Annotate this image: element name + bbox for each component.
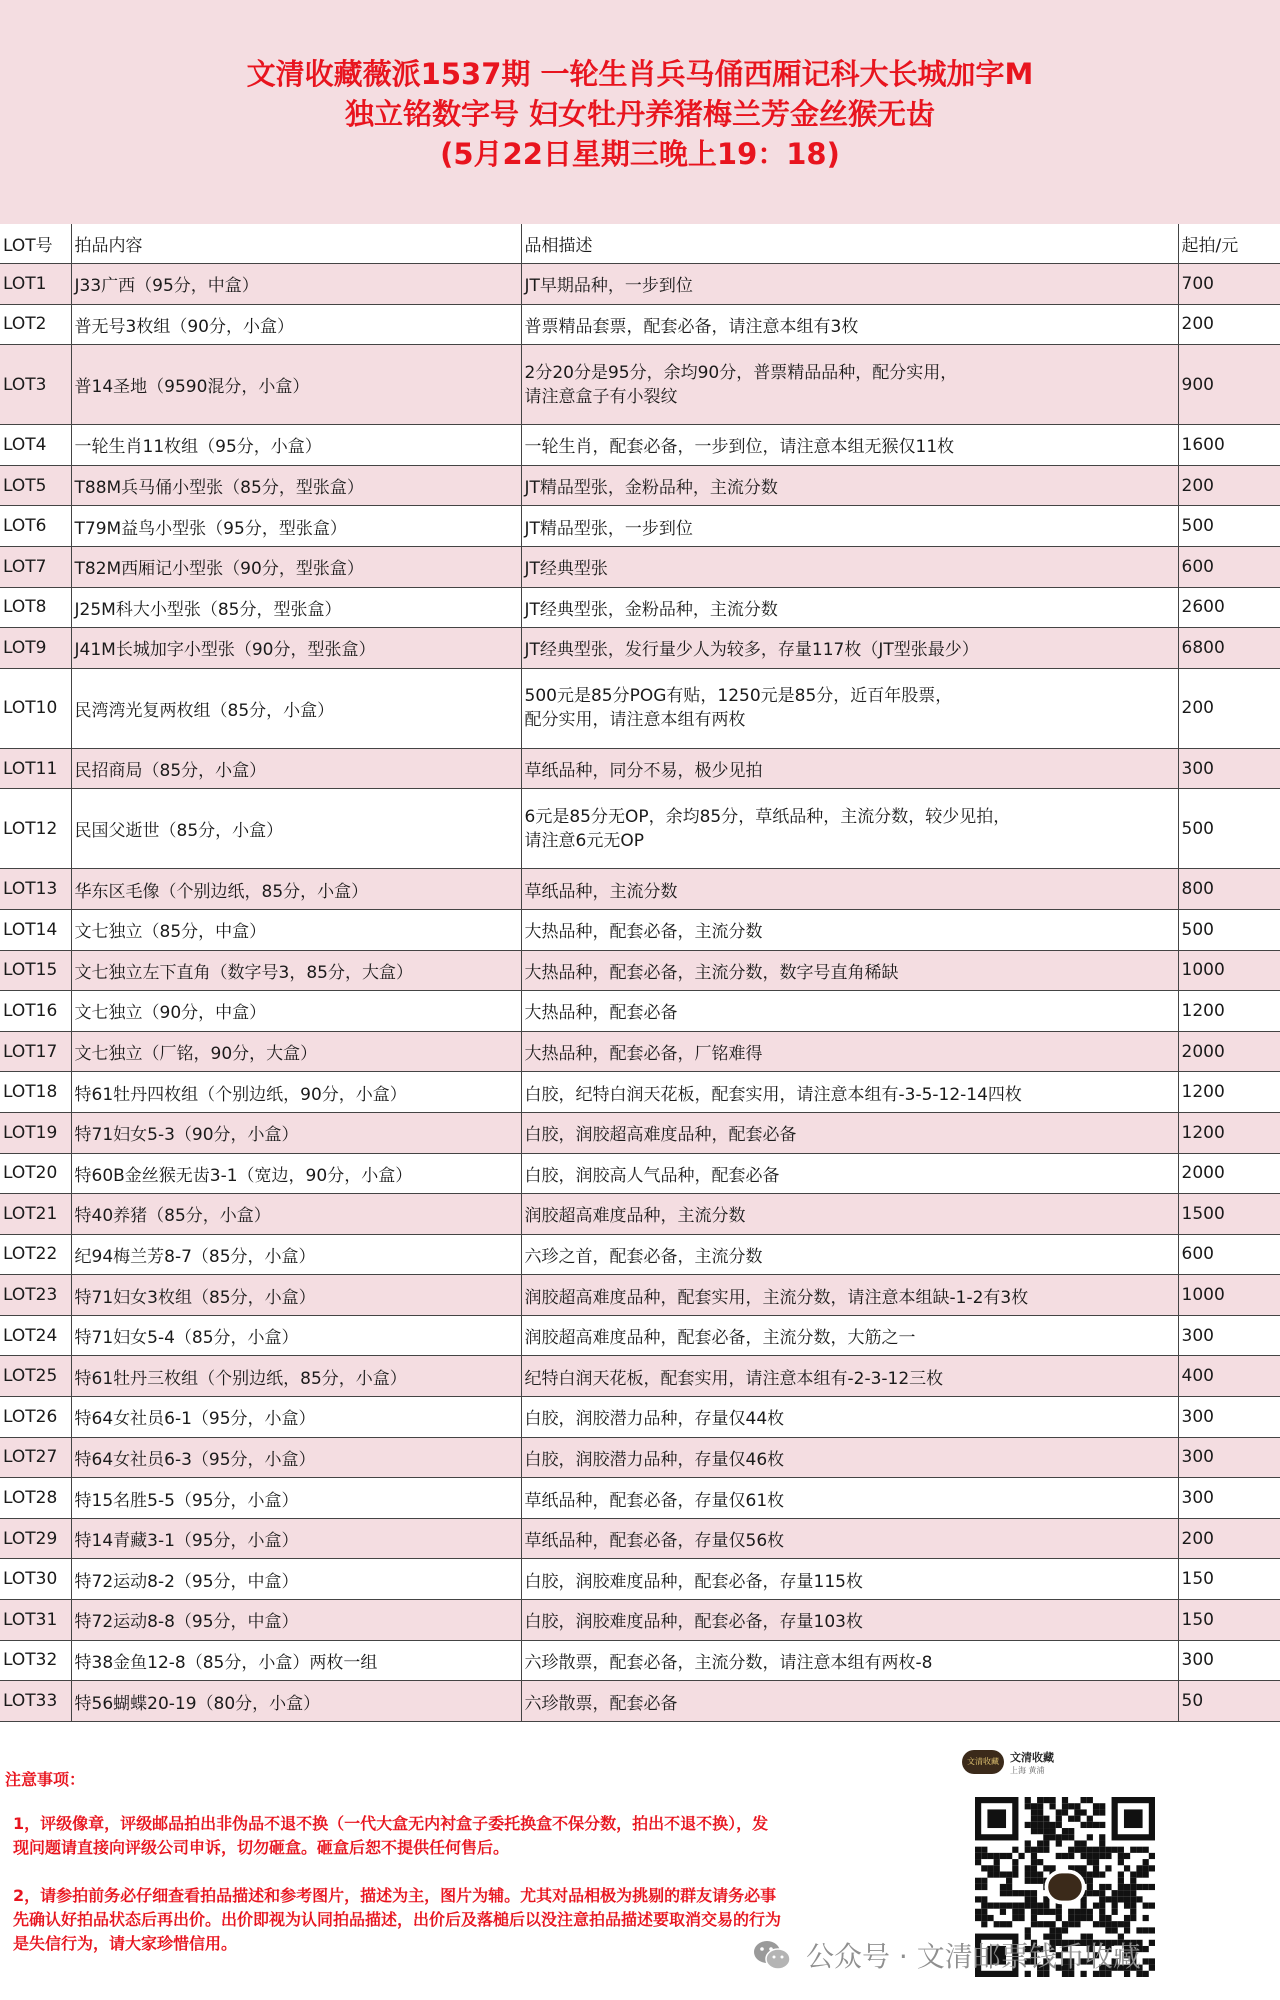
lot-condition	[521, 748, 1178, 789]
table-row	[0, 1112, 1280, 1153]
notes-heading: 注意事项：	[5, 1770, 86, 1789]
table-row	[0, 345, 1280, 425]
lot-item: 民湾湾光复两枚组（85分，小盒）	[71, 668, 521, 748]
lot-item: 特71妇女5-3（90分，小盒）	[71, 1112, 521, 1153]
table-row	[0, 1356, 1280, 1397]
lot-item: 特38金鱼12-8（85分，小盒）两枚一组	[71, 1640, 521, 1681]
lot-item: 文七独立左下直角（数字号3，85分，大盒）	[71, 950, 521, 991]
condition-line: 请注意6元无OP	[524, 830, 644, 851]
table-row	[0, 1600, 1280, 1641]
lot-item: 特56蝴蝶20-19（80分，小盒）	[71, 1681, 521, 1722]
condition-line: JT早期品种，一步到位	[524, 276, 693, 297]
table-row	[0, 1031, 1280, 1072]
table-row	[0, 465, 1280, 506]
condition-line: 500元是85分POG有贴，1250元是85分，近百年股票，	[524, 686, 953, 707]
lot-item: 特71妇女5-4（85分，小盒）	[71, 1315, 521, 1356]
lot-item: 特72运动8-8（95分，中盒）	[71, 1600, 521, 1641]
lot-condition	[521, 1153, 1178, 1194]
lot-start-price: 500	[1178, 506, 1280, 547]
lot-start-price: 600	[1178, 546, 1280, 587]
lot-condition	[521, 465, 1178, 506]
lot-condition	[521, 1356, 1178, 1397]
lot-number: LOT8	[0, 587, 71, 628]
condition-line: 草纸品种，配套必备，存量仅61枚	[524, 1490, 785, 1511]
lot-condition	[521, 1600, 1178, 1641]
lot-condition	[521, 991, 1178, 1032]
table-row	[0, 1478, 1280, 1519]
lot-item: 纪94梅兰芳8-7（85分，小盒）	[71, 1234, 521, 1275]
lot-start-price: 300	[1178, 1478, 1280, 1519]
table-row	[0, 1397, 1280, 1438]
lot-number: LOT12	[0, 789, 71, 869]
table-row	[0, 304, 1280, 345]
lot-condition	[521, 1072, 1178, 1113]
table-row	[0, 748, 1280, 789]
condition-line: 白胶，润胶高人气品种，配套必备	[524, 1165, 780, 1186]
lot-number: LOT11	[0, 748, 71, 789]
lot-number: LOT21	[0, 1194, 71, 1235]
condition-line: 白胶，润胶难度品种，配套必备，存量103枚	[524, 1612, 863, 1633]
condition-line: JT经典型张，发行量少人为较多，存量117枚（JT型张最少）	[524, 640, 979, 661]
lot-condition	[521, 668, 1178, 748]
lot-item: 特60B金丝猴无齿3-1（宽边，90分，小盒）	[71, 1153, 521, 1194]
lot-number: LOT13	[0, 869, 71, 910]
table-row	[0, 1681, 1280, 1722]
condition-line: JT经典型张	[524, 559, 608, 580]
lot-number: LOT25	[0, 1356, 71, 1397]
lot-number: LOT4	[0, 425, 71, 466]
lot-condition	[521, 1559, 1178, 1600]
lot-number: LOT18	[0, 1072, 71, 1113]
condition-line: 润胶超高难度品种，主流分数	[524, 1206, 746, 1227]
condition-line: JT经典型张，金粉品种，主流分数	[524, 599, 778, 620]
table-row	[0, 1072, 1280, 1113]
condition-line: 2分20分是95分，余均90分，普票精品品种，配分实用，	[524, 362, 958, 383]
lot-start-price: 6800	[1178, 628, 1280, 669]
lot-start-price: 200	[1178, 304, 1280, 345]
table-row	[0, 1559, 1280, 1600]
lot-condition	[521, 1681, 1178, 1722]
lot-condition	[521, 628, 1178, 669]
lot-start-price: 2600	[1178, 587, 1280, 628]
lot-item: 特61牡丹三枚组（个别边纸，85分，小盒）	[71, 1356, 521, 1397]
lot-start-price: 400	[1178, 1356, 1280, 1397]
lot-start-price: 900	[1178, 345, 1280, 425]
condition-line: 请注意盒子有小裂纹	[524, 386, 678, 407]
table-row	[0, 264, 1280, 305]
lot-start-price: 150	[1178, 1600, 1280, 1641]
lot-start-price: 500	[1178, 909, 1280, 950]
lot-condition	[521, 345, 1178, 425]
table-row	[0, 1194, 1280, 1235]
lot-condition	[521, 425, 1178, 466]
brand-name: 文清收藏	[1010, 1751, 1054, 1764]
table-row	[0, 668, 1280, 748]
column-header-lot: LOT号	[0, 224, 71, 264]
lot-number: LOT1	[0, 264, 71, 305]
condition-line: JT精品型张，一步到位	[524, 518, 693, 539]
lot-condition	[521, 909, 1178, 950]
lot-start-price: 300	[1178, 1315, 1280, 1356]
table-row	[0, 909, 1280, 950]
lot-item: 文七独立（厂铭，90分，大盒）	[71, 1031, 521, 1072]
lot-table	[0, 224, 1280, 1722]
lot-start-price: 1000	[1178, 1275, 1280, 1316]
condition-line: 大热品种，配套必备	[524, 1003, 678, 1024]
lot-table-body	[0, 264, 1280, 1722]
condition-line: 六珍散票，配套必备，主流分数，请注意本组有两枚-8	[524, 1652, 933, 1673]
condition-line: 白胶，润胶难度品种，配套必备，存量115枚	[524, 1571, 863, 1592]
lot-condition	[521, 1315, 1178, 1356]
lot-condition	[521, 789, 1178, 869]
table-row	[0, 587, 1280, 628]
lot-item: 特14青藏3-1（95分，小盒）	[71, 1518, 521, 1559]
lot-condition	[521, 1031, 1178, 1072]
table-row	[0, 1234, 1280, 1275]
table-header-row	[0, 224, 1280, 264]
condition-line: 白胶，润胶潜力品种，存量仅46枚	[524, 1449, 785, 1470]
lot-number: LOT7	[0, 546, 71, 587]
lot-condition	[521, 950, 1178, 991]
table-row	[0, 425, 1280, 466]
lot-number: LOT32	[0, 1640, 71, 1681]
auction-time: (5月22日星期三晚上19：18)	[440, 137, 840, 171]
condition-line: 普票精品套票，配套必备，请注意本组有3枚	[524, 316, 859, 337]
lot-number: LOT29	[0, 1518, 71, 1559]
lot-start-price: 200	[1178, 668, 1280, 748]
lot-number: LOT28	[0, 1478, 71, 1519]
lot-start-price: 1200	[1178, 991, 1280, 1032]
lot-start-price: 700	[1178, 264, 1280, 305]
lot-item: J33广西（95分，中盒）	[71, 264, 521, 305]
lot-condition	[521, 304, 1178, 345]
lot-number: LOT5	[0, 465, 71, 506]
table-row	[0, 789, 1280, 869]
lot-item: J41M长城加字小型张（90分，型张盒）	[71, 628, 521, 669]
table-row	[0, 1275, 1280, 1316]
lot-condition	[521, 1437, 1178, 1478]
table-row	[0, 1640, 1280, 1681]
lot-item: 特64女社员6-3（95分，小盒）	[71, 1437, 521, 1478]
lot-number: LOT24	[0, 1315, 71, 1356]
lot-item: 特64女社员6-1（95分，小盒）	[71, 1397, 521, 1438]
lot-number: LOT31	[0, 1600, 71, 1641]
lot-item: 普无号3枚组（90分，小盒）	[71, 304, 521, 345]
condition-line: 配分实用，请注意本组有两枚	[524, 710, 746, 731]
lot-item: J25M科大小型张（85分，型张盒）	[71, 587, 521, 628]
lot-condition	[521, 1518, 1178, 1559]
condition-line: 纪特白润天花板，配套实用，请注意本组有-2-3-12三枚	[524, 1368, 944, 1389]
note-item: 2，请参拍前务必仔细查看拍品描述和参考图片，描述为主，图片为辅。尤其对品相极为挑剔的群友请务必事先确认好拍品状态后再出价。出价即视为认同拍品描述，出价后及落槌后以没注意拍品描述要取消交易的行为是失信行为，请大家珍惜信用。	[13, 1886, 782, 1953]
lot-number: LOT16	[0, 991, 71, 1032]
table-row	[0, 506, 1280, 547]
lot-item: 文七独立（85分，中盒）	[71, 909, 521, 950]
lot-item: 特71妇女3枚组（85分，小盒）	[71, 1275, 521, 1316]
lot-start-price: 1600	[1178, 425, 1280, 466]
table-row	[0, 1437, 1280, 1478]
lot-start-price: 1200	[1178, 1072, 1280, 1113]
table-row	[0, 628, 1280, 669]
brand-logo: 文清收藏	[962, 1750, 1004, 1774]
condition-line: JT精品型张，金粉品种，主流分数	[524, 478, 778, 499]
lot-condition	[521, 1640, 1178, 1681]
condition-line: 六珍之首，配套必备，主流分数	[524, 1246, 763, 1267]
lot-condition	[521, 1275, 1178, 1316]
lot-condition	[521, 1234, 1178, 1275]
lot-start-price: 2000	[1178, 1031, 1280, 1072]
lot-condition	[521, 1112, 1178, 1153]
lot-number: LOT14	[0, 909, 71, 950]
lot-start-price: 2000	[1178, 1153, 1280, 1194]
lot-item: 一轮生肖11枚组（95分，小盒）	[71, 425, 521, 466]
note-item: 1，评级像章，评级邮品拍出非伪品不退不换（一代大盒无内衬盒子委托换盒不保分数，拍出不退不换），发现问题请直接向评级公司申诉，切勿砸盒。砸盒后恕不提供任何售后。	[13, 1814, 769, 1857]
lot-start-price: 600	[1178, 1234, 1280, 1275]
lot-item: 普14圣地（9590混分，小盒）	[71, 345, 521, 425]
lot-number: LOT23	[0, 1275, 71, 1316]
condition-line: 大热品种，配套必备，厂铭难得	[524, 1044, 763, 1065]
lot-condition	[521, 1194, 1178, 1235]
lot-start-price: 300	[1178, 748, 1280, 789]
lot-condition	[521, 264, 1178, 305]
lot-number: LOT26	[0, 1397, 71, 1438]
lot-condition	[521, 1397, 1178, 1438]
lot-item: 特61牡丹四枚组（个别边纸，90分，小盒）	[71, 1072, 521, 1113]
lot-start-price: 1000	[1178, 950, 1280, 991]
lot-start-price: 300	[1178, 1640, 1280, 1681]
table-row	[0, 1315, 1280, 1356]
condition-line: 一轮生肖，配套必备，一步到位，请注意本组无猴仅11枚	[524, 437, 955, 458]
lot-start-price: 300	[1178, 1437, 1280, 1478]
watermark	[752, 1930, 1272, 1980]
lot-item: 特40养猪（85分，小盒）	[71, 1194, 521, 1235]
lot-number: LOT33	[0, 1681, 71, 1722]
lot-number: LOT9	[0, 628, 71, 669]
lot-number: LOT27	[0, 1437, 71, 1478]
condition-line: 白胶，润胶潜力品种，存量仅44枚	[524, 1409, 785, 1430]
condition-line: 润胶超高难度品种，配套必备，主流分数，大筋之一	[524, 1328, 916, 1349]
lot-number: LOT15	[0, 950, 71, 991]
table-row	[0, 991, 1280, 1032]
lot-number: LOT17	[0, 1031, 71, 1072]
condition-line: 白胶，纪特白润天花板，配套实用，请注意本组有-3-5-12-14四枚	[524, 1084, 1022, 1105]
lot-start-price: 300	[1178, 1397, 1280, 1438]
watermark-text: 公众号 · 文清邮票钱币收藏	[806, 1940, 1141, 1973]
column-header-item: 拍品内容	[71, 224, 521, 264]
condition-line: 大热品种，配套必备，主流分数，数字号直角稀缺	[524, 962, 899, 983]
table-row	[0, 1153, 1280, 1194]
lot-number: LOT6	[0, 506, 71, 547]
lot-number: LOT10	[0, 668, 71, 748]
lot-number: LOT20	[0, 1153, 71, 1194]
table-row	[0, 546, 1280, 587]
lot-item: T88M兵马俑小型张（85分，型张盒）	[71, 465, 521, 506]
lot-condition	[521, 1478, 1178, 1519]
lot-item: 特15名胜5-5（95分，小盒）	[71, 1478, 521, 1519]
lot-item: 华东区毛像（个别边纸，85分，小盒）	[71, 869, 521, 910]
condition-line: 润胶超高难度品种，配套实用，主流分数，请注意本组缺-1-2有3枚	[524, 1287, 1029, 1308]
condition-line: 大热品种，配套必备，主流分数	[524, 922, 763, 943]
lot-number: LOT22	[0, 1234, 71, 1275]
lot-item: 特72运动8-2（95分，中盒）	[71, 1559, 521, 1600]
lot-start-price: 150	[1178, 1559, 1280, 1600]
lot-condition	[521, 869, 1178, 910]
page-title-line-2: 独立铭数字号 妇女牡丹养猪梅兰芳金丝猴无齿	[344, 97, 936, 131]
lot-condition	[521, 506, 1178, 547]
table-row	[0, 950, 1280, 991]
lot-start-price: 1500	[1178, 1194, 1280, 1235]
lot-number: LOT3	[0, 345, 71, 425]
lot-item: 民国父逝世（85分，小盒）	[71, 789, 521, 869]
lot-condition	[521, 587, 1178, 628]
lot-condition	[521, 546, 1178, 587]
condition-line: 6元是85分无OP，余均85分，草纸品种，主流分数，较少见拍，	[524, 806, 1011, 827]
lot-item: 民招商局（85分，小盒）	[71, 748, 521, 789]
condition-line: 草纸品种，配套必备，存量仅56枚	[524, 1531, 785, 1552]
brand-subtitle: 上海 黄浦	[1010, 1766, 1045, 1775]
lot-number: LOT2	[0, 304, 71, 345]
lot-number: LOT19	[0, 1112, 71, 1153]
condition-line: 草纸品种，同分不易，极少见拍	[524, 761, 763, 782]
lot-start-price: 1200	[1178, 1112, 1280, 1153]
column-header-start-price: 起拍/元	[1178, 224, 1280, 264]
page-title-line-1: 文清收藏薇派1537期 一轮生肖兵马俑西厢记科大长城加字M	[246, 57, 1034, 91]
condition-line: 草纸品种，主流分数	[524, 881, 678, 902]
condition-line: 白胶，润胶超高难度品种，配套必备	[524, 1125, 797, 1146]
lot-start-price: 500	[1178, 789, 1280, 869]
lot-start-price: 50	[1178, 1681, 1280, 1722]
condition-line: 六珍散票，配套必备	[524, 1693, 678, 1714]
wechat-official-account-icon	[752, 1938, 792, 1972]
lot-start-price: 200	[1178, 465, 1280, 506]
lot-item: 文七独立（90分，中盒）	[71, 991, 521, 1032]
lot-start-price: 800	[1178, 869, 1280, 910]
column-header-condition: 品相描述	[521, 224, 1178, 264]
lot-start-price: 200	[1178, 1518, 1280, 1559]
table-row	[0, 1518, 1280, 1559]
lot-item: T82M西厢记小型张（90分，型张盒）	[71, 546, 521, 587]
header-banner	[0, 0, 1280, 224]
table-row	[0, 869, 1280, 910]
lot-item: T79M益鸟小型张（95分，型张盒）	[71, 506, 521, 547]
lot-number: LOT30	[0, 1559, 71, 1600]
